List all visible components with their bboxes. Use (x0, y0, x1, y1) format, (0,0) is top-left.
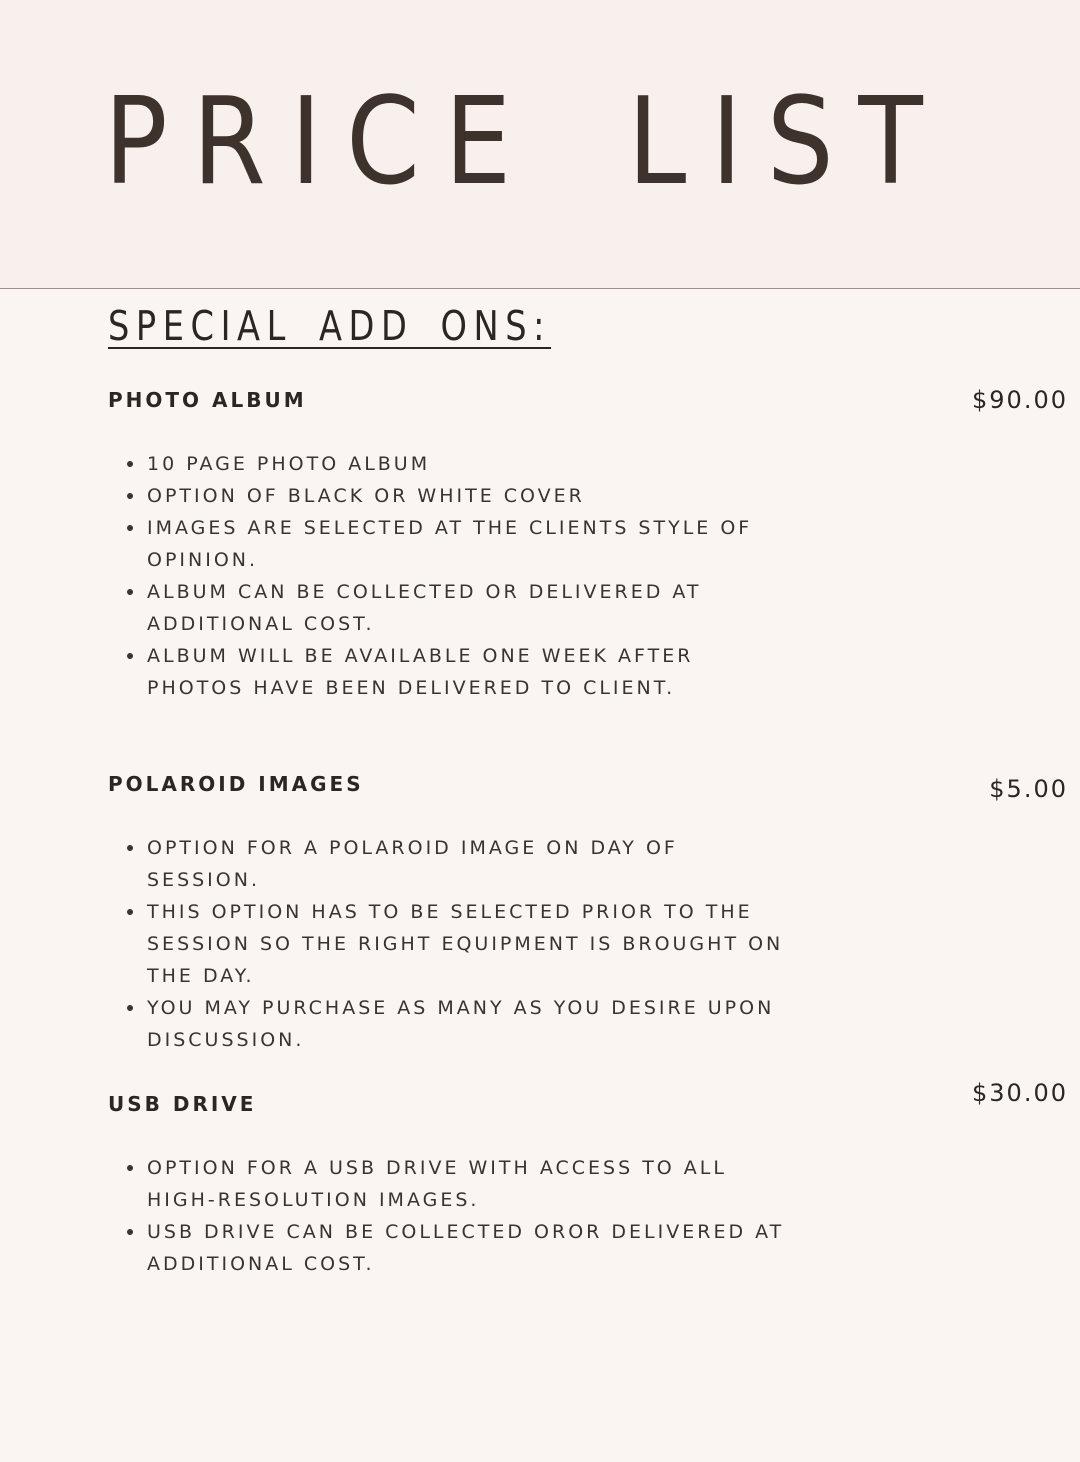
header-divider (0, 288, 1080, 289)
list-item: 10 PAGE PHOTO ALBUM (147, 448, 927, 480)
item-name-usb-drive: USB DRIVE (108, 1092, 257, 1116)
item-price-usb-drive: $30.00 (972, 1079, 1068, 1107)
list-item: OPTION OF BLACK OR WHITE COVER (147, 480, 927, 512)
list-item: OPTION FOR A USB DRIVE WITH ACCESS TO ALL HIGH-RESOLUTION IMAGES. (147, 1152, 927, 1216)
item-price-polaroid-images: $5.00 (989, 775, 1068, 803)
bullet-list-polaroid-images (147, 832, 927, 1056)
page-title: PRICE LIST (104, 73, 948, 212)
list-item: USB DRIVE CAN BE COLLECTED OROR DELIVERED AT ADDITIONAL COST. (147, 1216, 927, 1280)
list-item: YOU MAY PURCHASE AS MANY AS YOU DESIRE UPON DISCUSSION. (147, 992, 927, 1056)
bullet-list-photo-album (147, 448, 927, 704)
list-item: OPTION FOR A POLAROID IMAGE ON DAY OF SESSION. (147, 832, 927, 896)
item-name-polaroid-images: POLAROID IMAGES (108, 772, 364, 796)
section-heading: SPECIAL ADD ONS: (108, 302, 552, 350)
item-name-photo-album: PHOTO ALBUM (108, 388, 307, 412)
list-item: THIS OPTION HAS TO BE SELECTED PRIOR TO THE SESSION SO THE RIGHT EQUIPMENT IS BROUGHT ON THE DAY. (147, 896, 927, 992)
list-item: ALBUM CAN BE COLLECTED OR DELIVERED AT ADDITIONAL COST. (147, 576, 927, 640)
bullet-list-usb-drive (147, 1152, 927, 1280)
list-item: ALBUM WILL BE AVAILABLE ONE WEEK AFTER PHOTOS HAVE BEEN DELIVERED TO CLIENT. (147, 640, 927, 704)
item-price-photo-album: $90.00 (972, 386, 1068, 414)
header-band (0, 0, 1080, 288)
list-item: IMAGES ARE SELECTED AT THE CLIENTS STYLE OF OPINION. (147, 512, 927, 576)
